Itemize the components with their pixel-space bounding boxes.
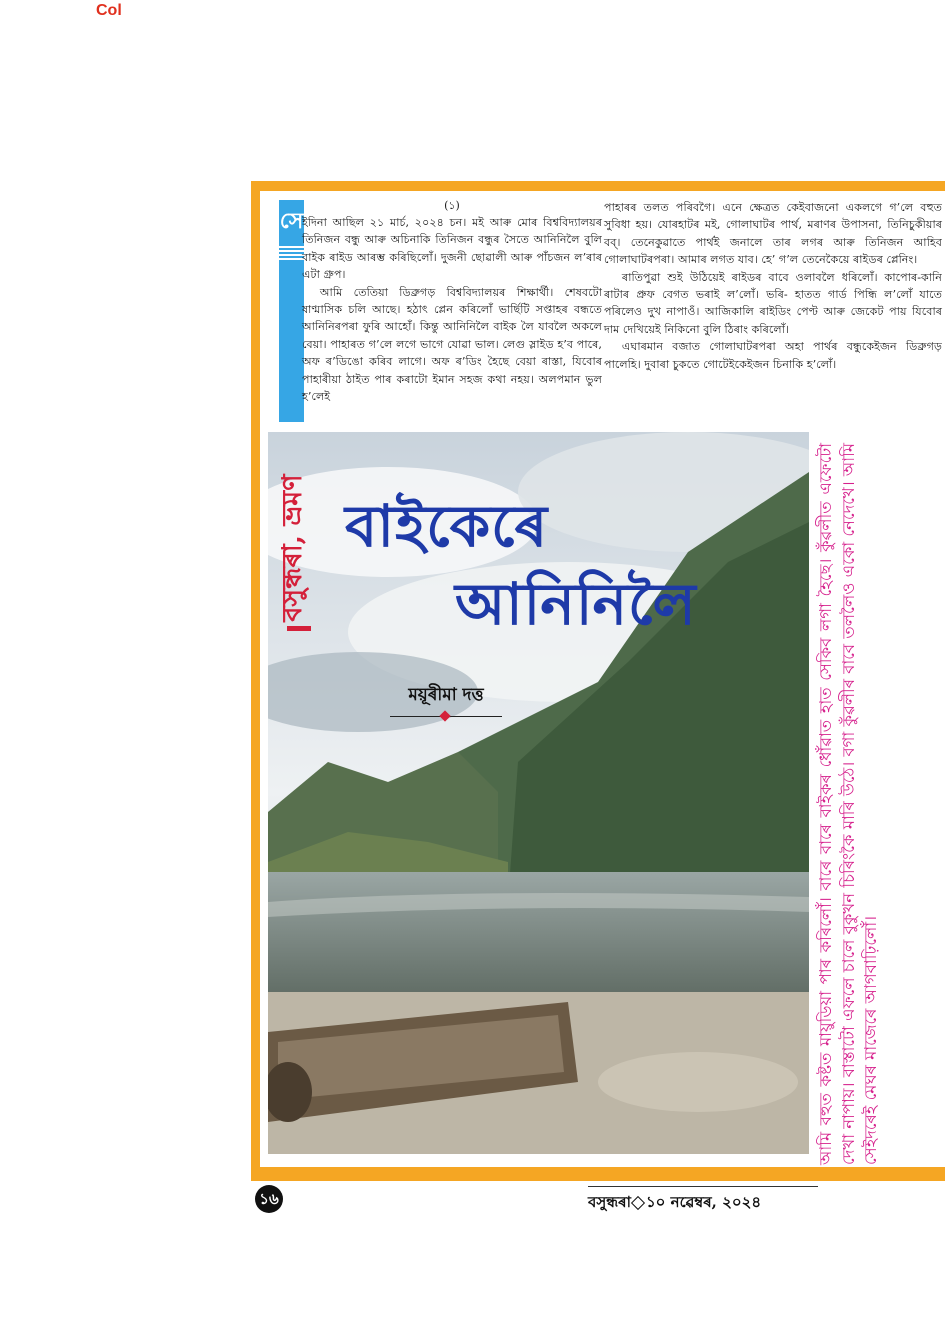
footer	[588, 1191, 818, 1216]
dropcap: সে	[279, 208, 304, 234]
section-logo-text: বসুন্ধৰা, ভ্ৰমণ	[277, 474, 308, 622]
paragraph: এঘাৰমান বজাত গোলাঘাটৰপৰা অহা পাৰ্থৰ বন্ধুকেইজন ডিব্ৰুগড় পালেহি। দুবাৰা চুকতে গোটেইকেইজন চিনাকি হ’লোঁ।	[604, 340, 942, 371]
paragraph: আমি তেতিয়া ডিব্ৰুগড় বিশ্ববিদ্যালয়ৰ শিক্ষাৰ্থী। শেষবটো ষাণ্মাসিক চলি আছে। হঠাৎ প্লেন কৰিলোঁ ভাৰ্ছিটি সপ্তাহৰ বন্ধতে আনিনিৰপৰা ফুৰি আহোঁ। কিন্তু আনিনিলৈ বাইক লৈ যাবলৈ অকলে বেয়া। পাহাৰত গ’লে লগে ভাগে যোৱা ভাল। লেগু স্লাইড হ’ব পাৰে, অফ ৰ’ডিঙো কৰিব লাগে। অফ ৰ’ডিং হৈছে বেয়া ৰাস্তা, যিবোৰ পাহাৰীয়া ঠাইত পাৰ কৰাটো ইমান সহজ কথা নহয়। অলপমান ভুল হ’লেই	[302, 285, 602, 404]
footer-magazine: বসুন্ধৰা	[588, 1193, 631, 1211]
title-line-1: বাইকেৰে	[345, 492, 549, 560]
section-logo-bar	[287, 626, 311, 631]
side-caption: আমি বহুত কষ্টত মায়ুডিয়া পাৰ কৰিলোঁ। বাৰে বাৰে বাইকৰ ধোঁৱাত হাত সেকিব লগা হৈছে। কুঁৱলীত এফেটো দেখা নাপায়। বাস্তাটো এফলে চালে বুকুখন চিৰিংকৈ মাৰি উঠে। বগা কুঁৱলীৰ বাবে তললৈও একো নেদেখে। আমি সেইদৰেই মেঘৰ মাজেৰে আগবাঢ়িলোঁ।	[816, 443, 880, 1165]
article-text	[262, 199, 945, 424]
corner-mark: Col	[96, 2, 122, 19]
footer-date: ১০ নৱেম্বৰ, ২০২৪	[645, 1193, 762, 1211]
title-line-2: আনিনিলৈ	[455, 570, 697, 638]
paragraph: ৰাতিপুৱা শুই উঠিয়েই ৰাইডৰ বাবে ওলাবলৈ ধৰিলোঁ। কাপোৰ-কানি ৰাটাৰ প্ৰুফ বেগত ভৰাই ল’লোঁ। ভৰি- হাতত গাৰ্ড পিন্ধি ল’লোঁ যাতে পৰিলেও দুখ নাপাওঁ। আজিকালি ৰাইডিং পেণ্ট আৰু জেকেট পায় যিবোৰ দাম দেখিয়েই নিকিনো বুলি ঠিৰাং কৰিলোঁ।	[604, 270, 942, 336]
paragraph: ইদিনা আছিল ২১ মাৰ্চ, ২০২৪ চন। মই আৰু মোৰ বিশ্ববিদ্যালয়ৰ তিনিজন বন্ধু আৰু অচিনাকি তিনিজন বন্ধুৰ সৈতে আনিনিলৈ বুলি বাইক ৰাইড আৰম্ভ কৰিছিলোঁ। দুজনী ছোৱালী আৰু পাঁচজন ল’ৰাৰ এটা গ্ৰুপ।	[302, 216, 602, 282]
page-number: ১৬	[255, 1185, 283, 1213]
diamond-icon	[631, 1195, 645, 1209]
section-logo	[273, 470, 317, 640]
author-name: ময়ূৰীমা দত্ত	[408, 685, 484, 705]
paragraph: পাহাৰৰ তলত পৰিবগৈ। এনে ক্ষেত্ৰত কেইবাজনো একলগে গ’লে বহুত সুবিধা হয়। যোৰহাটৰ মই, গোলাঘাটৰ পাৰ্থ, মৰাণৰ উপাসনা, তিনিচুকীয়াৰ বব্। তেনেকুৱাতে পাৰ্থই জনালে তাৰ লগৰ আৰু তিনিজন আহিব গোলাঘাটৰপৰা। আমাৰ লগত যাব। হে’ গ’ল তেনেকৈয়ে ৰাইডৰ প্লেনিং।	[604, 201, 942, 267]
column-right	[604, 199, 942, 373]
footer-rule	[588, 1186, 818, 1187]
column-left	[302, 199, 602, 405]
section-number: (১)	[444, 199, 460, 212]
